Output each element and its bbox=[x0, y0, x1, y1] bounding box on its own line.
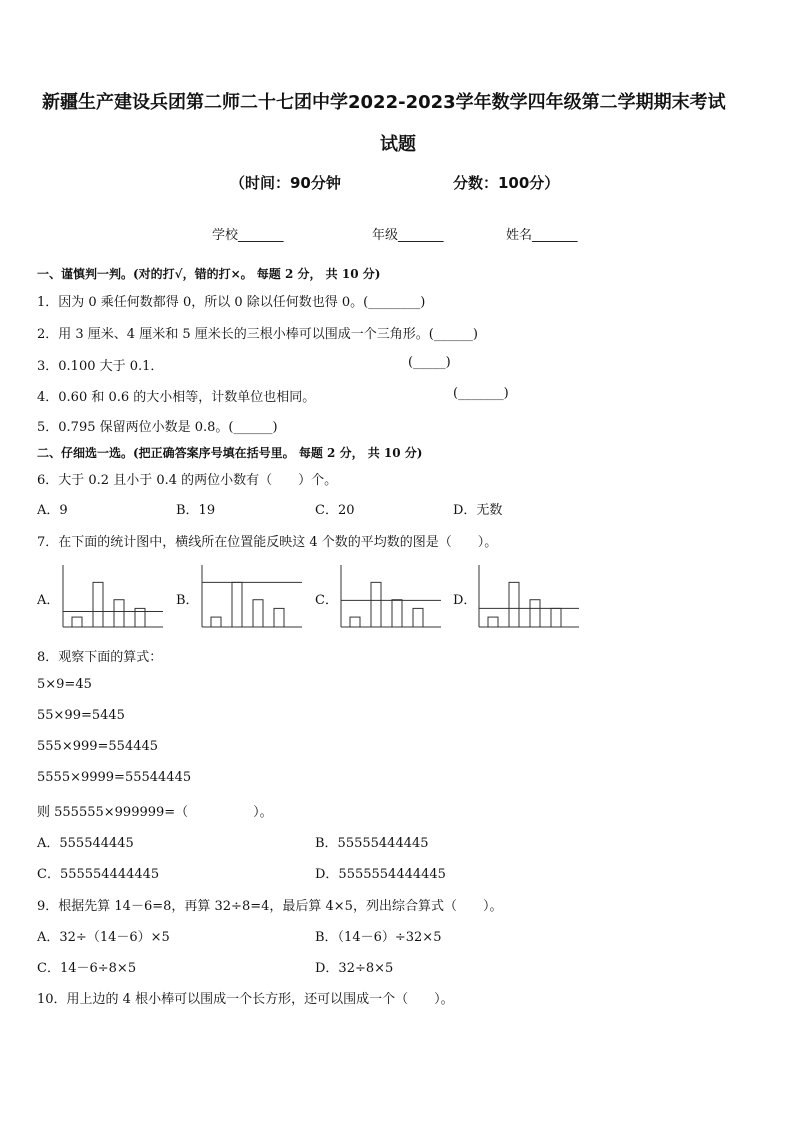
q7-label-c: C． bbox=[315, 593, 338, 608]
page-title-line2: 试题 bbox=[380, 134, 416, 155]
question-8: 8．观察下面的算式： bbox=[37, 650, 163, 665]
q7-chart-c bbox=[340, 563, 442, 629]
school-field: 学校_______ bbox=[212, 228, 284, 243]
q8-line-3: 555×999=554445 bbox=[37, 739, 159, 754]
bar bbox=[274, 608, 284, 627]
question-6: 6．大于 0.2 且小于 0.4 的两位小数有（ ）个。 bbox=[37, 473, 338, 488]
question-9: 9．根据先算 14－6=8，再算 32÷8=4，最后算 4×5，列出综合算式（ ）。 bbox=[37, 899, 503, 914]
question-4-blank: (_______) bbox=[453, 386, 509, 401]
q8-option-b: B．55555444445 bbox=[315, 836, 429, 851]
question-3-blank: (_____) bbox=[408, 355, 451, 370]
q9-option-c: C．14－6÷8×5 bbox=[37, 961, 137, 976]
bar bbox=[530, 600, 540, 627]
q9-option-a: A．32÷（14－6）×5 bbox=[37, 930, 170, 945]
q6-option-a: A．9 bbox=[37, 503, 68, 518]
q7-label-a: A． bbox=[37, 593, 60, 608]
question-1: 1．因为 0 乘任何数都得 0，所以 0 除以任何数也得 0。(________) bbox=[37, 295, 426, 310]
q7-chart-b bbox=[201, 563, 303, 629]
exam-score: 分数：100分） bbox=[453, 174, 560, 192]
question-4: 4．0.60 和 0.6 的大小相等，计数单位也相同。 bbox=[37, 390, 316, 405]
q8-line-2: 55×99=5445 bbox=[37, 708, 125, 723]
section2-heading: 二、仔细选一选。(把正确答案序号填在括号里。 每题 2 分， 共 10 分) bbox=[37, 446, 423, 460]
q8-option-a: A．555544445 bbox=[37, 836, 134, 851]
bar bbox=[413, 608, 423, 627]
q7-label-d: D． bbox=[453, 593, 477, 608]
bar bbox=[488, 617, 498, 627]
q9-option-b: B．（14－6）÷32×5 bbox=[315, 930, 442, 945]
bar bbox=[72, 617, 82, 627]
q7-chart-d bbox=[478, 563, 580, 629]
question-5: 5．0.795 保留两位小数是 0.8。(______) bbox=[37, 420, 278, 435]
grade-field: 年级_______ bbox=[372, 228, 444, 243]
q6-option-b: B．19 bbox=[176, 503, 216, 518]
page-title: 新疆生产建设兵团第二师二十七团中学2022-2023学年数学四年级第二学期期末考试 bbox=[42, 92, 726, 113]
q8-option-c: C．555554444445 bbox=[37, 867, 160, 882]
q8-ask: 则 555555×999999=（ ）。 bbox=[37, 805, 273, 820]
section1-heading: 一、谨慎判一判。(对的打√，错的打×。 每题 2 分， 共 10 分) bbox=[37, 267, 381, 281]
q7-label-b: B． bbox=[176, 593, 199, 608]
q6-option-d: D．无数 bbox=[453, 503, 503, 518]
bar bbox=[509, 582, 519, 627]
exam-time: （时间：90分钟 bbox=[230, 174, 341, 192]
bar bbox=[114, 600, 124, 627]
bar bbox=[392, 600, 402, 627]
question-2: 2．用 3 厘米、4 厘米和 5 厘米长的三根小棒可以围成一个三角形。(______) bbox=[37, 327, 478, 342]
bar bbox=[350, 617, 360, 627]
bar bbox=[371, 582, 381, 627]
q9-option-d: D．32÷8×5 bbox=[315, 961, 394, 976]
q6-option-c: C．20 bbox=[315, 503, 355, 518]
q8-line-4: 5555×9999=55544445 bbox=[37, 770, 192, 785]
q7-chart-a bbox=[62, 563, 164, 629]
bar bbox=[253, 600, 263, 627]
bar bbox=[551, 608, 561, 627]
bar bbox=[211, 617, 221, 627]
q8-line-1: 5×9=45 bbox=[37, 677, 92, 692]
name-field: 姓名_______ bbox=[506, 228, 578, 243]
q8-option-d: D．5555554444445 bbox=[315, 867, 446, 882]
question-3: 3．0.100 大于 0.1． bbox=[37, 359, 164, 374]
bar bbox=[232, 582, 242, 627]
question-7: 7．在下面的统计图中，横线所在位置能反映这 4 个数的平均数的图是（ ）。 bbox=[37, 535, 498, 550]
question-10: 10．用上边的 4 根小棒可以围成一个长方形，还可以围成一个（ ）。 bbox=[37, 992, 454, 1007]
bar bbox=[93, 582, 103, 627]
